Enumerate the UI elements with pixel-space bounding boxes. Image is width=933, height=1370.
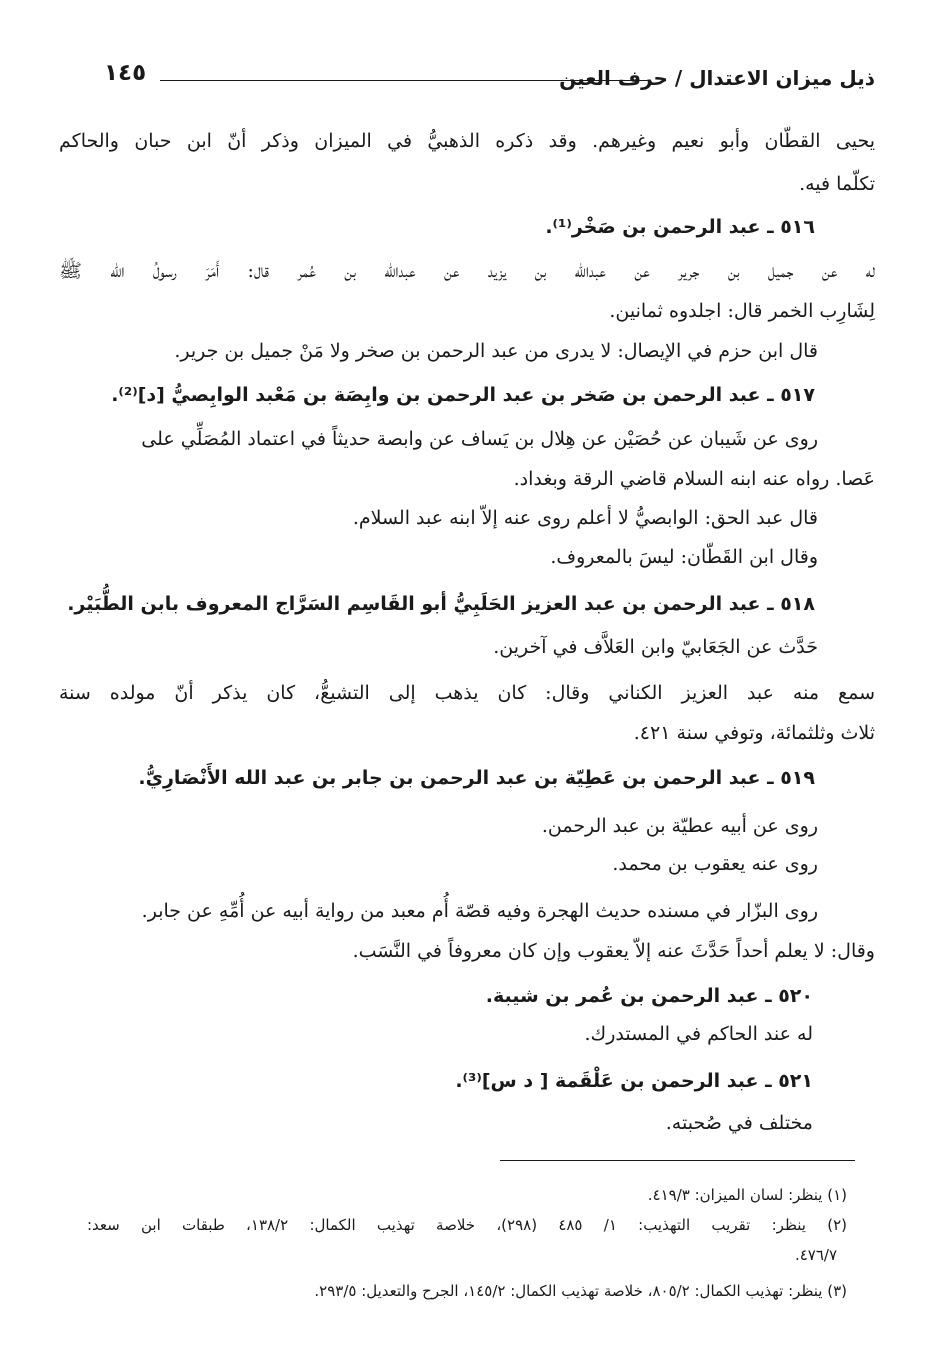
text-line-6: قال ابن حزم في الإيصال: لا يدرى من عبد الرحمن بن صخر ولا مَنْ جميل بن جرير.	[174, 340, 818, 362]
text-line-2: تكلّما فيه.	[799, 173, 875, 195]
text-line-9: عَصا. رواه عنه ابنه السلام قاضي الرقة وبغداد.	[513, 468, 875, 490]
entry-521-heading: ٥٢١ ـ عبد الرحمن بن عَلْقَمة [ د س]⁽³⁾.	[455, 1070, 813, 1092]
text-line-19: روى البزّار في مسنده حديث الهجرة وفيه قصّة أُم معبد من رواية أبيه عن أُمِّهِ عن جابر.	[141, 900, 818, 922]
text-line-5: لِشَارِب الخمر قال: اجلدوه ثمانين.	[609, 300, 875, 322]
text-line-20: وقال: لا يعلم أحداً حَدَّثَ عنه إلاّ يعقوب وإن كان معروفاً في النَّسَب.	[352, 940, 875, 962]
footnote-rule	[500, 1160, 855, 1161]
footnote-2-continued: ٤٧٦/٧.	[794, 1246, 837, 1264]
text-line-1: يحيى القطّان وأبو نعيم وغيرهم. وقد ذكره الذهبيُّ في الميزان وذكر أنّ ابن حبان والحاكم	[59, 130, 875, 152]
footnote-2: (٢) ينظر: تقريب التهذيب: ١/ ٤٨٥ (٢٩٨)، خلاصة تهذيب الكمال: ١٣٨/٢، طبقات ابن سعد:	[87, 1216, 847, 1234]
text-line-17: روى عن أبيه عطيّة بن عبد الرحمن.	[541, 815, 818, 837]
text-line-10: قال عبد الحق: الوابصيُّ لا أعلم روى عنه إلاّ ابنه عبد السلام.	[352, 507, 818, 529]
text-line-4: له عن جميل بن جرير عن عبدالله بن يزيد عن عبدالله بن عُمر قال: أَمَرَ رسولُ الله ﷺ	[59, 260, 875, 282]
running-header-title: ذيل ميزان الاعتدال / حرف العين	[559, 66, 875, 90]
text-line-24: مختلف في صُحبته.	[665, 1112, 813, 1134]
text-line-13: حَدَّث عن الجَعَابيّ وابن العَلاَّف في آخرين.	[493, 636, 818, 658]
page-number: ١٤٥	[104, 60, 147, 86]
text-line-8: روى عن شَيبان عن حُصَيْن عن هِلال بن يَساف عن وابصة حديثاً في اعتماد المُصَلِّي على	[141, 428, 818, 450]
text-line-22: له عند الحاكم في المستدرك.	[584, 1023, 813, 1045]
entry-517-heading: ٥١٧ ـ عبد الرحمن بن صَخر بن عبد الرحمن بن وابِصَة بن مَعْبد الوابِصيُّ [د]⁽²⁾.	[111, 384, 815, 406]
entry-518-heading: ٥١٨ ـ عبد الرحمن بن عبد العزيز الحَلَبِيُّ أبو القَاسِم السَرَّاج المعروف بابن الطُّبَيْر.	[67, 593, 815, 615]
text-line-11: وقال ابن القَطّان: ليسَ بالمعروف.	[550, 546, 818, 568]
footnote-1: (١) ينظر: لسان الميزان: ٤١٩/٣.	[647, 1186, 847, 1204]
footnote-3: (٣) ينظر: تهذيب الكمال: ٨٠٥/٢، خلاصة تهذيب الكمال: ١٤٥/٢، الجرح والتعديل: ٢٩٣/٥.	[314, 1282, 847, 1300]
text-line-18: روى عنه يعقوب بن محمد.	[612, 853, 818, 875]
header-rule	[160, 80, 650, 81]
entry-516-heading: ٥١٦ ـ عبد الرحمن بن صَخْر⁽¹⁾.	[545, 216, 815, 238]
entry-519-heading: ٥١٩ ـ عبد الرحمن بن عَطِيّة بن عبد الرحمن بن جابر بن عبد الله الأَنْصَارِيُّ.	[138, 767, 815, 789]
text-line-14: سمع منه عبد العزيز الكناني وقال: كان يذهب إلى التشيعُّ، كان يذكر أنّ مولده سنة	[59, 682, 875, 704]
entry-520-heading: ٥٢٠ ـ عبد الرحمن بن عُمر بن شيبة.	[485, 985, 813, 1007]
text-line-15: ثلاث وثلثمائة، وتوفي سنة ٤٢١.	[633, 722, 875, 744]
